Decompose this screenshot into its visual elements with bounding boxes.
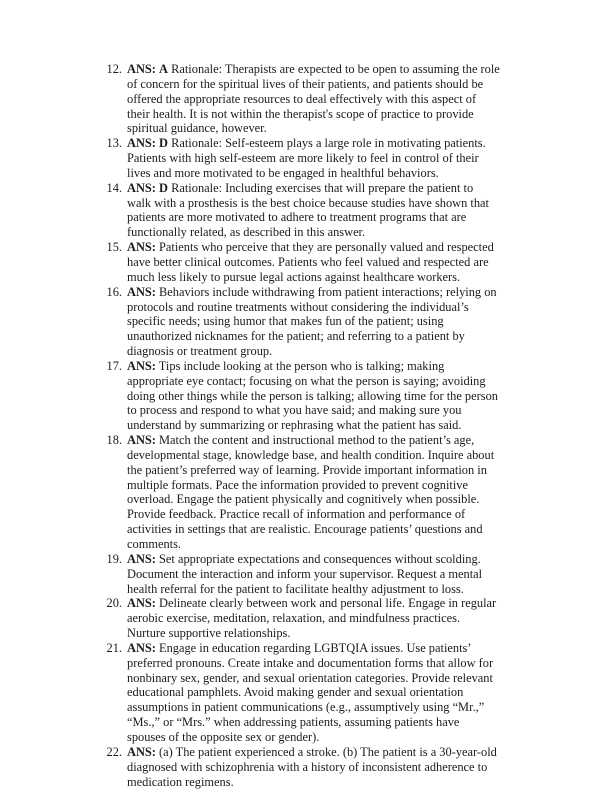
answer-item-body [127, 359, 500, 433]
answer-rationale-text: Behaviors include withdrawing from patient interactions; relying on protocols and routine treatments without considering the individual’s specific needs; using humor that makes fun of the patient; using unauthorized nicknames for the patient; and referring to a patient by diagnosis or treatment group. [127, 284, 497, 359]
answer-item-body [127, 62, 500, 136]
answer-item-body [127, 136, 500, 181]
answer-rationale-text: Rationale: Including exercises that will prepare the patient to walk with a prosthesis is the best choice because studies have shown that patients are more motivated to adhere to treatment programs that are functionally related, as described in this answer. [127, 180, 489, 240]
answer-label: ANS: [127, 284, 156, 299]
answer-letter: D [159, 180, 168, 195]
answer-item-body [127, 641, 500, 745]
answer-item-body [127, 433, 500, 552]
answer-label: ANS: [127, 744, 156, 759]
answer-item [104, 596, 500, 641]
answer-item-body [127, 240, 500, 285]
answer-label: ANS: [127, 240, 156, 255]
answer-item [104, 745, 500, 789]
answer-item [104, 62, 500, 136]
answer-item-number: 13. [106, 136, 122, 151]
answer-label: ANS: [127, 62, 156, 76]
answer-rationale-text: (a) The patient experienced a stroke. (b) The patient is a 30-year-old diagnosed with schizophrenia with a history of inconsistent adherence to medication regimens. [127, 744, 497, 789]
answer-item-number: 16. [106, 284, 122, 299]
answer-item [104, 240, 500, 285]
answer-item-number: 18. [106, 433, 122, 448]
answer-item [104, 433, 500, 552]
answer-rationale-text: Tips include looking at the person who is talking; making appropriate eye contact; focusing on what the person is saying; avoiding doing other things while the person is talking; allowing time for the person to process and respond to what you have said; and making sure you understand by summarizing or rephrasing what the patient has said. [127, 358, 498, 433]
answer-label: ANS: [127, 180, 156, 195]
answer-item-body [127, 181, 500, 240]
answer-rationale-text: Patients who perceive that they are personally valued and respected have better clinical outcomes. Patients who feel valued and respected are much less likely to pursue legal actions against healthcare workers. [127, 240, 494, 284]
answer-item-number: 12. [106, 62, 122, 76]
answer-letter: A [159, 62, 168, 76]
answer-item-number: 20. [106, 596, 122, 611]
answer-list [104, 62, 500, 789]
answer-rationale-text: Match the content and instructional method to the patient’s age, developmental stage, knowledge base, and health condition. Inquire about the patient’s preferred way of learning. Provide important information in multiple formats. Pace the information provided to prevent cognitive overload. Engage the patient physically and cognitively when possible. Provide feedback. Practice recall of information and performance of activities in settings that are realistic. Encourage patients’ questions and comments. [127, 433, 495, 551]
answer-key-content [104, 62, 500, 789]
answer-rationale-text: Set appropriate expectations and consequences without scolding. Document the interaction and inform your supervisor. Request a mental health referral for the patient to facilitate healthy adjustment to loss. [127, 551, 483, 596]
answer-item-body [127, 552, 500, 597]
answer-rationale-text: Rationale: Self-esteem plays a large role in motivating patients. Patients with high self-esteem are more likely to feel in control of their lives and more motivated to be engaged in healthful behaviors. [127, 136, 486, 180]
answer-item-number: 22. [106, 744, 122, 759]
answer-item-number: 19. [106, 551, 122, 566]
answer-item [104, 552, 500, 597]
answer-rationale-text: Rationale: Therapists are expected to be open to assuming the role of concern for the spiritual lives of their patients, and patients should be offered the appropriate resources to deal effectively with this aspect of their health. It is not within the therapist's scope of practice to provide spiritual guidance, however. [127, 62, 500, 136]
answer-item-number: 14. [106, 180, 122, 195]
answer-rationale-text: Delineate clearly between work and personal life. Engage in regular aerobic exercise, meditation, relaxation, and mindfulness practices. Nurture supportive relationships. [127, 596, 497, 641]
answer-item [104, 359, 500, 433]
answer-item-number: 15. [106, 240, 122, 255]
answer-rationale-text: Engage in education regarding LGBTQIA issues. Use patients’ preferred pronouns. Create intake and documentation forms that allow for nonbinary sex, gender, and sexual orientation categories. Provide relevant educational pamphlets. Avoid making gender and sexual orientation assumptions in patient communications (e.g., assumptively using “Mr.,” “Ms.,” or “Mrs.” when addressing patients, assuming patients have spouses of the opposite sex or gender). [127, 640, 494, 744]
answer-item-number: 21. [106, 640, 122, 655]
answer-item-body [127, 596, 500, 641]
answer-item [104, 136, 500, 181]
answer-item-body [127, 745, 500, 789]
answer-label: ANS: [127, 596, 156, 611]
answer-item [104, 641, 500, 745]
answer-label: ANS: [127, 136, 156, 151]
answer-letter: D [159, 136, 168, 151]
answer-label: ANS: [127, 358, 156, 373]
answer-label: ANS: [127, 551, 156, 566]
answer-item-number: 17. [106, 358, 122, 373]
answer-item [104, 181, 500, 240]
answer-item-body [127, 285, 500, 359]
answer-label: ANS: [127, 433, 156, 448]
answer-item [104, 285, 500, 359]
answer-label: ANS: [127, 640, 156, 655]
